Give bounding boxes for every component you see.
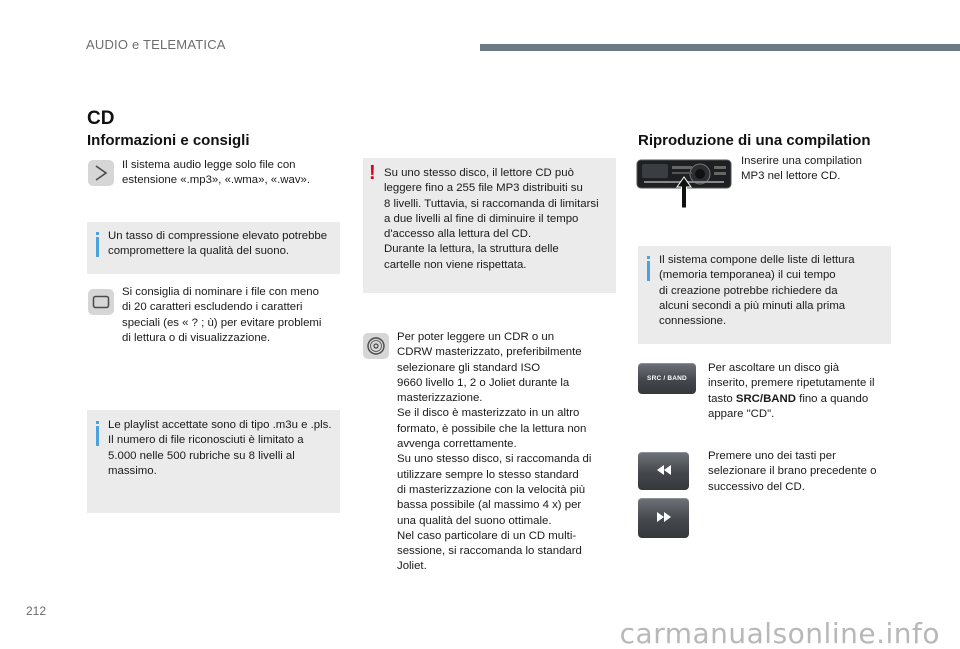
section-title: AUDIO e TELEMATICA <box>86 37 226 52</box>
src-band-key: SRC/BAND <box>735 392 796 405</box>
fast-forward-icon <box>657 509 671 527</box>
info-box-compression: Un tasso di compressione elevato potrebbe compromettere la qualità del suono. <box>87 222 340 274</box>
info-box-playlists: Le playlist accettate sono di tipo .m3u e .pls. Il numero di file riconosciuti è limitato a 5.000 nelle 500 rubriche su 8 livelli al massimo. <box>87 410 340 513</box>
track-selection-instruction: Premere uno dei tasti per selezionare il brano precedente o successivo del CD. <box>708 450 877 493</box>
src-band-button[interactable]: SRC / BAND <box>638 363 696 394</box>
warning-icon: ! <box>369 162 376 184</box>
heading-compilation: Riproduzione di una compilation <box>638 132 871 149</box>
info-box-playlist-creation: Il sistema compone delle liste di lettura (memoria temporanea) il cui tempo di creazione potrebbe richiedere da alcuni secondi a più minuti alla prima connessione. <box>638 246 891 344</box>
warning-box-mp3-levels: ! Su uno stesso disco, il lettore CD può leggere fino a 255 file MP3 distribuiti su 8 livelli. Tuttavia, si raccomanda di limitarsi a due livelli al fine di diminuire il tempo d'accesso alla lettura del CD. Durante la lettura, la struttura delle cartelle non viene rispettata. <box>363 158 616 293</box>
src-band-instruction: Per ascoltare un disco già inserito, premere ripetutamente il tasto SRC/BAND fino a quando appare "CD". <box>708 362 875 420</box>
insert-compilation-text: Inserire una compilation MP3 nel lettore CD. <box>741 155 862 183</box>
display-hint-icon <box>88 289 114 315</box>
heading-info: Informazioni e consigli <box>87 132 250 149</box>
watermark: carmanualsonline.info <box>619 617 940 649</box>
disc-hint-icon <box>363 333 389 359</box>
tip-cdr-burning: Per poter leggere un CDR o un CDRW masterizzato, preferibilmente selezionare gli standard ISO 9660 livello 1, 2 o Joliet durante la masterizzazione. Se il disco è masterizzato in un altro formato, è possibile che la lettura non avvenga correttamente. Su uno stesso disco, si raccomanda di utilizzare sempre lo stesso standard di masterizzazione con la velocità più bassa possibile (al massimo 4 x) per una qualità del suono ottimale. Nel caso particolare di un CD multi- sessione, si raccomanda lo standard Joliet. <box>397 331 592 573</box>
previous-track-button[interactable] <box>638 452 689 490</box>
page-title: CD <box>87 108 115 129</box>
header-bar <box>480 44 960 51</box>
radio-cd-unit <box>636 158 732 210</box>
rewind-icon <box>657 462 671 480</box>
tip-file-names: Si consiglia di nominare i file con meno di 20 caratteri escludendo i caratteri speciali (es « ? ; ù) per evitare problemi di lettura o di visualizzazione. <box>122 286 322 344</box>
page-number: 212 <box>26 604 47 618</box>
tip-file-formats: Il sistema audio legge solo file con estensione «.mp3», «.wma», «.wav». <box>122 159 311 187</box>
next-track-button[interactable] <box>638 498 689 538</box>
play-hint-icon <box>88 160 114 186</box>
